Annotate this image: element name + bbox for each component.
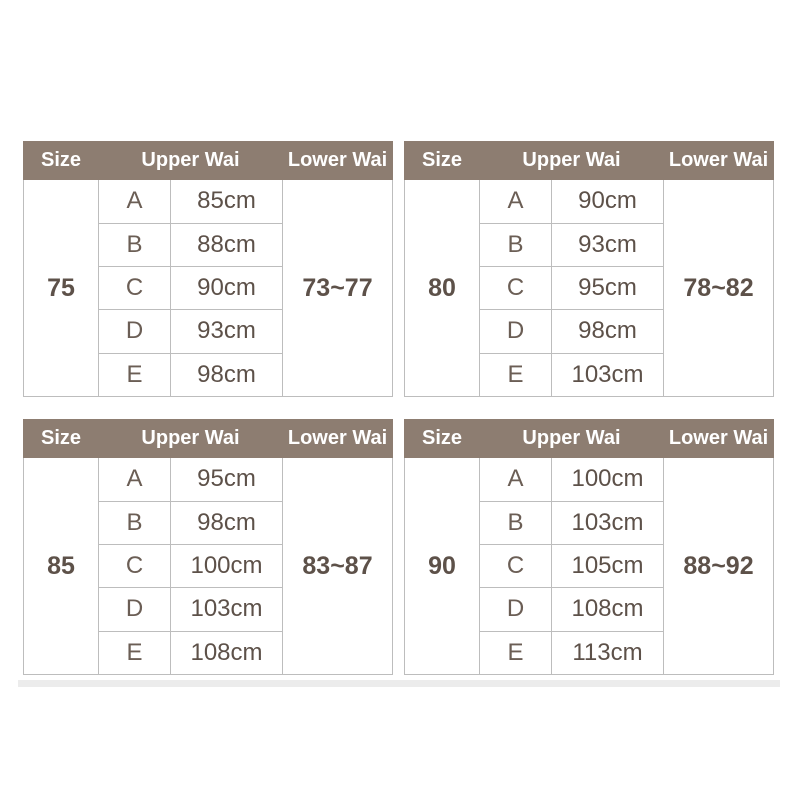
header-row xyxy=(405,142,774,180)
cup-letter: B xyxy=(480,501,552,544)
upper-measurement: 93cm xyxy=(552,223,664,266)
size-table-75 xyxy=(23,141,393,397)
upper-measurement: 113cm xyxy=(552,631,664,674)
upper-measurement: 103cm xyxy=(171,588,283,631)
cup-letter: D xyxy=(99,310,171,353)
lower-waist-header: Lower Wai xyxy=(283,142,393,180)
upper-measurement: 85cm xyxy=(171,180,283,223)
upper-measurement: 88cm xyxy=(171,223,283,266)
upper-measurement: 98cm xyxy=(171,501,283,544)
upper-measurement: 90cm xyxy=(171,266,283,309)
upper-measurement: 108cm xyxy=(552,588,664,631)
lower-range: 88~92 xyxy=(664,458,774,675)
upper-measurement: 95cm xyxy=(171,458,283,501)
cup-letter: E xyxy=(99,631,171,674)
cup-letter: D xyxy=(480,310,552,353)
upper-measurement: 100cm xyxy=(171,544,283,587)
cup-letter: B xyxy=(99,223,171,266)
table-row xyxy=(24,458,393,501)
upper-waist-header: Upper Wai xyxy=(99,420,283,458)
upper-waist-header: Upper Wai xyxy=(480,420,664,458)
header-row xyxy=(24,420,393,458)
size-table-80 xyxy=(404,141,774,397)
cup-letter: C xyxy=(99,544,171,587)
size-header: Size xyxy=(24,142,99,180)
upper-measurement: 90cm xyxy=(552,180,664,223)
size-header: Size xyxy=(405,142,480,180)
bottom-divider xyxy=(18,680,780,687)
upper-measurement: 100cm xyxy=(552,458,664,501)
upper-measurement: 98cm xyxy=(552,310,664,353)
cup-letter: B xyxy=(480,223,552,266)
upper-waist-header: Upper Wai xyxy=(99,142,283,180)
header-row xyxy=(24,142,393,180)
header-row xyxy=(405,420,774,458)
size-header: Size xyxy=(24,420,99,458)
cup-letter: E xyxy=(99,353,171,396)
upper-measurement: 95cm xyxy=(552,266,664,309)
lower-range: 83~87 xyxy=(283,458,393,675)
lower-waist-header: Lower Wai xyxy=(664,142,774,180)
lower-waist-header: Lower Wai xyxy=(283,420,393,458)
cup-letter: E xyxy=(480,353,552,396)
upper-measurement: 103cm xyxy=(552,353,664,396)
size-value: 90 xyxy=(405,458,480,675)
cup-letter: C xyxy=(480,266,552,309)
lower-waist-header: Lower Wai xyxy=(664,420,774,458)
size-table-85 xyxy=(23,419,393,675)
lower-range: 78~82 xyxy=(664,180,774,397)
upper-measurement: 103cm xyxy=(552,501,664,544)
upper-measurement: 93cm xyxy=(171,310,283,353)
cup-letter: C xyxy=(480,544,552,587)
table-row xyxy=(405,458,774,501)
upper-measurement: 105cm xyxy=(552,544,664,587)
cup-letter: A xyxy=(99,180,171,223)
size-header: Size xyxy=(405,420,480,458)
cup-letter: E xyxy=(480,631,552,674)
cup-letter: C xyxy=(99,266,171,309)
lower-range: 73~77 xyxy=(283,180,393,397)
table-row xyxy=(405,180,774,223)
upper-waist-header: Upper Wai xyxy=(480,142,664,180)
size-value: 75 xyxy=(24,180,99,397)
cup-letter: D xyxy=(99,588,171,631)
cup-letter: D xyxy=(480,588,552,631)
cup-letter: B xyxy=(99,501,171,544)
cup-letter: A xyxy=(480,458,552,501)
upper-measurement: 98cm xyxy=(171,353,283,396)
size-table-90 xyxy=(404,419,774,675)
size-value: 85 xyxy=(24,458,99,675)
cup-letter: A xyxy=(480,180,552,223)
cup-letter: A xyxy=(99,458,171,501)
upper-measurement: 108cm xyxy=(171,631,283,674)
table-row xyxy=(24,180,393,223)
size-value: 80 xyxy=(405,180,480,397)
